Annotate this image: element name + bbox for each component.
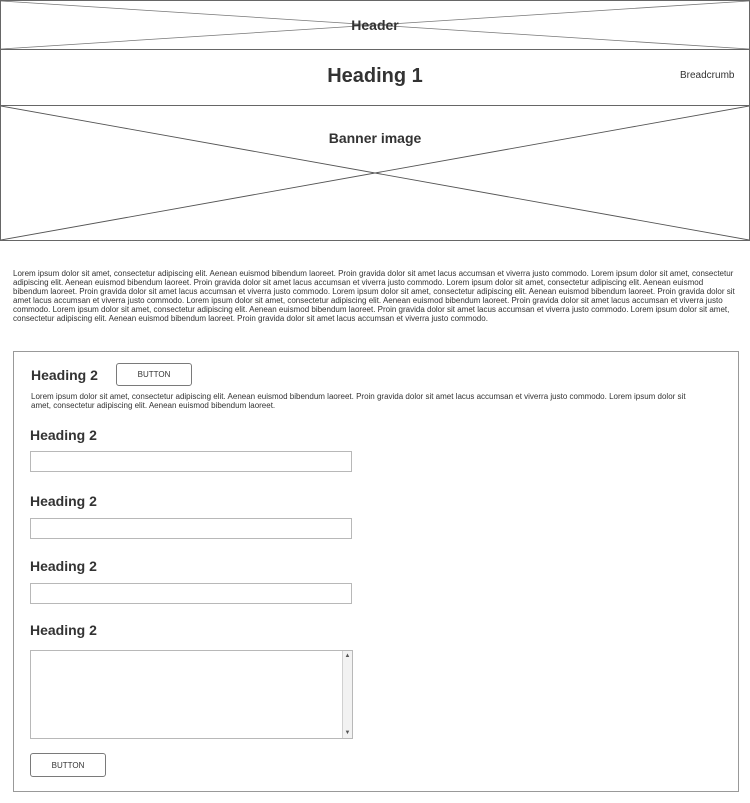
form-heading: Heading 2 xyxy=(31,367,98,383)
scroll-up-icon[interactable]: ▲ xyxy=(344,653,351,659)
header-label: Header xyxy=(351,17,399,33)
banner-label: Banner image xyxy=(328,130,422,146)
form-panel xyxy=(13,351,739,792)
text-field-3[interactable] xyxy=(30,583,352,604)
field2-heading: Heading 2 xyxy=(30,493,97,509)
placeholder-cross-icon xyxy=(1,106,749,240)
text-field-2[interactable] xyxy=(30,518,352,539)
textarea[interactable] xyxy=(30,650,353,739)
field3-heading: Heading 2 xyxy=(30,558,97,574)
banner-image xyxy=(0,105,750,241)
textarea-heading: Heading 2 xyxy=(30,622,97,638)
title-bar xyxy=(0,49,750,106)
intro-paragraph: Lorem ipsum dolor sit amet, consectetur adipiscing elit. Aenean euismod bibendum laoreet. Proin gravida dolor sit amet lacus accumsan et viverra justo commodo. Lorem ipsum dolor sit amet, consectetur adipiscing elit. Aenean euismod bibendum laoreet. Proin gravida dolor sit amet lacus accumsan et viverra justo commodo. Lorem ipsum dolor sit amet, consectetur adipiscing elit. Aenean euismod bibendum laoreet. Proin gravida dolor sit amet lacus accumsan et viverra justo commodo. Lorem ipsum dolor sit amet, consectetur adipiscing elit. Aenean euismod bibendum laoreet. Proin gravida dolor sit amet lacus accumsan et viverra justo commodo. Lorem ipsum dolor sit amet, consectetur adipiscing elit. Aenean euismod bibendum laoreet. Proin gravida dolor sit amet lacus accumsan et viverra justo commodo. Lorem ipsum dolor sit amet, consectetur adipiscing elit. Aenean euismod bibendum laoreet. Proin gravida dolor sit amet lacus accumsan et viverra justo commodo. Lorem ipsum dolor sit amet, consectetur adipiscing elit. Aenean euismod bibendum laoreet. Proin gravida dolor sit amet lacus accumsan et viverra justo commodo. xyxy=(13,269,735,323)
page-title: Heading 1 xyxy=(327,65,423,87)
top-button[interactable]: BUTTON xyxy=(116,363,192,386)
breadcrumb[interactable]: Breadcrumb xyxy=(680,70,735,81)
text-field-1[interactable] xyxy=(30,451,352,472)
textarea-scrollbar[interactable] xyxy=(342,651,352,738)
field1-heading: Heading 2 xyxy=(30,427,97,443)
scroll-down-icon[interactable]: ▼ xyxy=(344,730,351,736)
form-description: Lorem ipsum dolor sit amet, consectetur adipiscing elit. Aenean euismod bibendum laoreet. Proin gravida dolor sit amet lacus accumsan et viverra justo commodo. Lorem ipsum dolor sit amet, consectetur adipiscing elit. Aenean euismod bibendum laoreet. xyxy=(31,392,686,410)
submit-button[interactable]: BUTTON xyxy=(30,753,106,777)
header-placeholder xyxy=(0,0,750,50)
